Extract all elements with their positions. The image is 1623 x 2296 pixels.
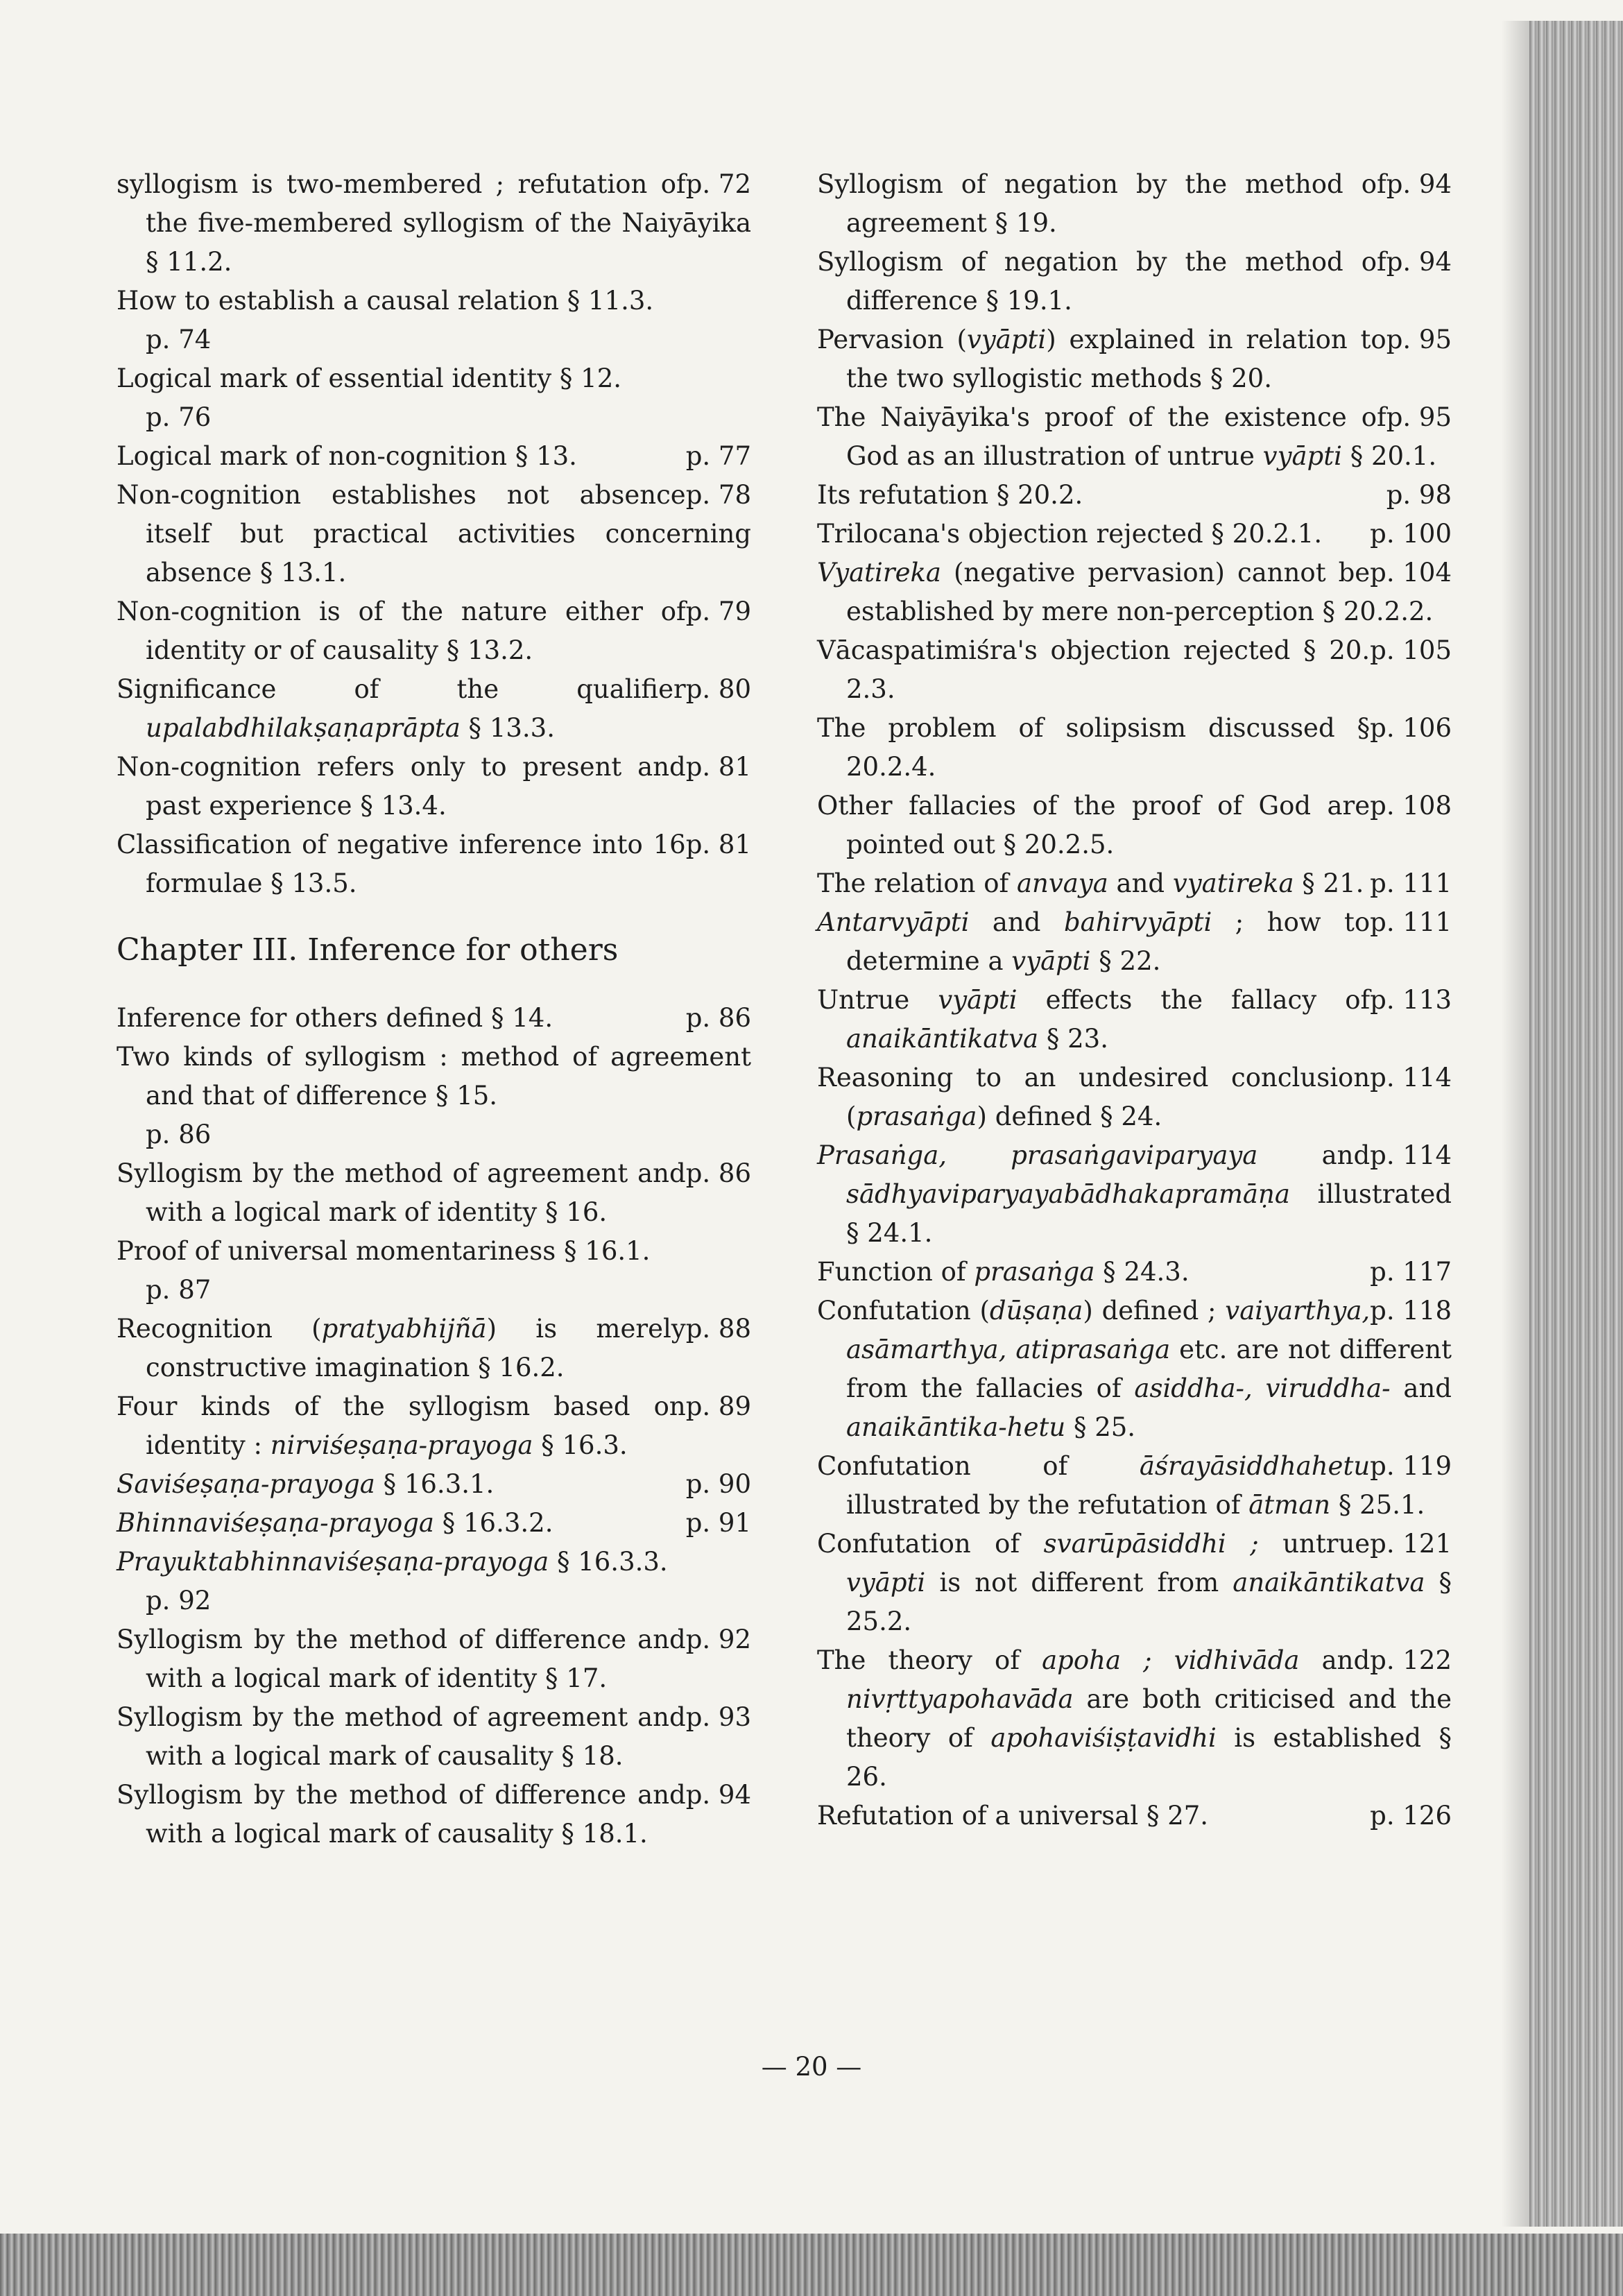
toc-entry-term: prasaṅga (974, 1257, 1095, 1287)
toc-entry (817, 1253, 1452, 1292)
toc-entry-title (817, 1063, 1370, 1131)
toc-entry (117, 1504, 751, 1543)
toc-entry-text: § 21. (1294, 868, 1364, 898)
toc-entry (117, 282, 751, 359)
toc-entry-text: Confutation of (817, 1529, 1044, 1559)
toc-entry-text: Syllogism of negation by the method of difference § 19.1. (817, 247, 1386, 316)
toc-entry-text: illustrated by the refutation of (846, 1490, 1249, 1520)
toc-entry (117, 165, 751, 282)
toc-entry-term: vyāpti (966, 325, 1047, 354)
toc-entry-page: p. 104 (1370, 558, 1452, 588)
toc-entry-term: anvaya (1016, 868, 1108, 898)
toc-entry (117, 1465, 751, 1504)
toc-entry-title (817, 1451, 1425, 1520)
toc-entry-title (817, 907, 1370, 976)
toc-entry-page: p. 119 (1370, 1451, 1452, 1481)
toc-left-entries-after (117, 999, 751, 1853)
toc-entry-term: apohaviśiṣṭavidhi (990, 1723, 1217, 1753)
toc-entry (817, 903, 1452, 981)
toc-entry-page: p. 93 (685, 1702, 751, 1732)
toc-entry-title (817, 1140, 1452, 1248)
toc-entry-title (817, 791, 1370, 859)
toc-entry-text: Syllogism of negation by the method of agreement § 19. (817, 169, 1386, 238)
toc-entry-text: § 16.3.3. (549, 1547, 668, 1577)
toc-entry-text: and (1257, 1140, 1371, 1170)
toc-entry-page: p. 113 (1370, 985, 1452, 1015)
toc-entry-title (817, 325, 1386, 393)
toc-entry-title: Proof of universal momentariness § 16.1. (117, 1236, 651, 1266)
toc-entry (117, 1543, 751, 1620)
toc-entry-text: etc. are not different from the fallacies of (846, 1335, 1452, 1403)
toc-entry-text: Function of (817, 1257, 974, 1287)
toc-entry-page: p. 98 (1386, 480, 1452, 510)
toc-entry (117, 476, 751, 592)
toc-entry-text: The Naiyāyika's proof of the existence of God as an illustration of untrue (817, 402, 1386, 471)
toc-entry-page: p. 122 (1370, 1645, 1452, 1675)
toc-entry-page: p. 81 (685, 752, 751, 782)
toc-entry-title: Syllogism by the method of difference and with a logical mark of causality § 18.1. (117, 1780, 686, 1849)
toc-entry-text: Confutation of (817, 1451, 1140, 1481)
toc-entry-title (817, 558, 1433, 626)
page-number: — 20 — (761, 2052, 862, 2082)
toc-entry-text: Untrue (817, 985, 938, 1015)
toc-entry (117, 1620, 751, 1698)
toc-entry-page: p. 94 (1386, 169, 1452, 199)
toc-entry-text: § 25.1. (1330, 1490, 1425, 1520)
toc-entry (117, 748, 751, 825)
toc-entry-page: p. 111 (1370, 868, 1452, 898)
toc-entry-title (817, 1257, 1190, 1287)
toc-entry-title: Logical mark of essential identity § 12. (117, 363, 622, 393)
toc-entry (117, 670, 751, 748)
toc-entry-page: p. 86 (685, 1003, 751, 1033)
toc-entry-term: vyāpti (846, 1568, 926, 1597)
toc-entry-term: pratyabhijñā (321, 1314, 487, 1344)
toc-entry-text: illustrated § 24.1. (846, 1179, 1452, 1248)
toc-entry-title: Syllogism by the method of agreement and with a logical mark of identity § 16. (117, 1158, 686, 1227)
toc-entry-text: The theory of (817, 1645, 1042, 1675)
toc-entry-text: Trilocana's objection rejected § 20.2.1. (817, 519, 1323, 549)
toc-entry-text: Vācaspatimiśra's objection rejected § 20. 2.3. (817, 635, 1371, 704)
toc-entry (117, 359, 751, 437)
toc-entry-term: dūṣaṇa (989, 1296, 1083, 1326)
toc-entry-text: ) defined ; (1083, 1296, 1226, 1326)
toc-entry-title: Syllogism by the method of agreement and with a logical mark of causality § 18. (117, 1702, 686, 1771)
toc-entry (817, 320, 1452, 398)
toc-entry-title: Non-cognition is of the nature either of identity or of causality § 13.2. (117, 597, 686, 665)
toc-entry-page: p. 92 (146, 1586, 212, 1616)
toc-entry-title: syllogism is two-membered ; refutation of the five-membered syllogism of the Naiyāyika § 11.2. (117, 169, 751, 277)
toc-entry-term: ātman (1248, 1490, 1331, 1520)
toc-entry-text: and (1390, 1373, 1452, 1403)
toc-entry-text: effects the fallacy of (1017, 985, 1371, 1015)
toc-entry-term: Prayuktabhinnaviśeṣaṇa-prayoga (117, 1547, 549, 1577)
toc-right-entries (817, 165, 1452, 1835)
toc-entry-page: p. 74 (146, 325, 212, 354)
toc-entry-text: § 22. (1090, 946, 1161, 976)
toc-entry-text: Four kinds of the syllogism based on identity : (117, 1391, 686, 1460)
toc-entry-term: vyāpti (938, 985, 1017, 1015)
toc-entry (817, 864, 1452, 903)
toc-left-entries-before (117, 165, 751, 903)
scan-edge-shadow (1529, 21, 1623, 2227)
toc-entry-page: p. 72 (685, 169, 751, 199)
toc-entry (817, 981, 1452, 1059)
toc-entry (817, 165, 1452, 243)
toc-entry-term: svarūpāsiddhi ; (1043, 1529, 1259, 1559)
toc-entry-term: upalabdhilakṣaṇaprāpta (146, 713, 461, 743)
toc-entry-text: is not different from (925, 1568, 1233, 1597)
toc-entry-title (817, 247, 1386, 316)
toc-entry (817, 515, 1452, 554)
toc-entry-term: nirviśeṣaṇa-prayoga (270, 1430, 533, 1460)
toc-entry-page: p. 114 (1370, 1140, 1452, 1170)
toc-entry-term: Antarvyāpti (817, 907, 970, 937)
toc-entry-page: p. 117 (1370, 1257, 1452, 1287)
toc-entry-page: p. 92 (685, 1625, 751, 1654)
toc-entry-title: Non-cognition establishes not absence itself but practical activities concerning absence § 13.1. (117, 480, 751, 588)
toc-entry-page: p. 95 (1386, 325, 1452, 354)
toc-entry-text: Pervasion ( (817, 325, 967, 354)
toc-entry-title (817, 402, 1436, 471)
toc-entry (117, 1038, 751, 1154)
toc-entry-text: are both criticised and the theory of (846, 1684, 1452, 1753)
toc-entry-page: p. 114 (1370, 1063, 1452, 1093)
toc-entry-term: anaikāntikatva (846, 1024, 1039, 1054)
toc-entry-text: Reasoning to an undesired conclusion ( (817, 1063, 1371, 1131)
toc-entry-title (817, 1529, 1452, 1636)
toc-entry-text: ) explained in relation to the two syllogistic methods § 20. (846, 325, 1386, 393)
toc-entry-title (817, 480, 1083, 510)
toc-entry-text: Confutation ( (817, 1296, 990, 1326)
toc-entry-page: p. 111 (1370, 907, 1452, 937)
toc-entry-text: The problem of solipsism discussed § 20.2.4. (817, 713, 1371, 782)
toc-entry-term: Vyatireka (817, 558, 941, 588)
toc-entry-text: § 23. (1038, 1024, 1108, 1054)
toc-entry-term: vyāpti (1262, 441, 1342, 471)
toc-entry-term: āśrayāsiddhahetu (1139, 1451, 1371, 1481)
toc-entry-title (117, 1508, 553, 1538)
toc-entry-title: Inference for others defined § 14. (117, 1003, 553, 1033)
toc-entry-title (117, 1547, 668, 1577)
toc-entry-text: § 25.2. (846, 1568, 1452, 1636)
toc-entry (817, 1641, 1452, 1797)
toc-entry-title (817, 868, 1364, 898)
toc-entry (117, 1698, 751, 1776)
scan-bottom-shadow (0, 2234, 1623, 2296)
toc-entry-title (817, 713, 1370, 782)
toc-entry-title (817, 985, 1370, 1054)
toc-entry-page: p. 126 (1370, 1801, 1452, 1831)
toc-entry-term: anaikāntikatva (1233, 1568, 1425, 1597)
toc-entry (817, 631, 1452, 709)
toc-entry (117, 1310, 751, 1387)
toc-entry-page: p. 87 (146, 1275, 212, 1305)
toc-entry-text: Other fallacies of the proof of God are pointed out § 20.2.5. (817, 791, 1371, 859)
toc-entry-text: and (1108, 868, 1173, 898)
toc-entry (817, 787, 1452, 864)
toc-entry (117, 437, 751, 476)
toc-entry (817, 398, 1452, 476)
toc-entry-title (817, 1801, 1208, 1831)
toc-entry (117, 592, 751, 670)
toc-entry-page: p. 100 (1370, 519, 1452, 549)
toc-entry (817, 243, 1452, 320)
toc-entry-title (117, 1469, 494, 1499)
toc-entry-text: and (969, 907, 1064, 937)
toc-entry-term: bahirvyāpti (1063, 907, 1212, 937)
toc-entry-page: p. 86 (685, 1158, 751, 1188)
toc-entry-title: How to establish a causal relation § 11.3. (117, 286, 654, 316)
toc-entry-text: The relation of (817, 868, 1017, 898)
toc-entry-term: apoha ; vidhivāda (1042, 1645, 1300, 1675)
toc-entry-page: p. 118 (1370, 1296, 1452, 1326)
toc-entry-page: p. 105 (1370, 635, 1452, 665)
toc-entry-page: p. 88 (685, 1314, 751, 1344)
toc-entry-page: p. 121 (1370, 1529, 1452, 1559)
toc-entry-page: p. 80 (685, 674, 751, 704)
toc-entry-page: p. 81 (685, 830, 751, 859)
toc-entry-title (817, 1296, 1452, 1442)
toc-entry-term: vyāpti (1011, 946, 1091, 976)
toc-entry-page: p. 91 (685, 1508, 751, 1538)
toc-entry-text: § 16.3.2. (433, 1508, 553, 1538)
chapter-heading: Chapter III. Inference for others (117, 932, 619, 968)
toc-entry-page: p. 95 (1386, 402, 1452, 432)
toc-entry (817, 1059, 1452, 1136)
toc-entry-title (117, 1314, 686, 1382)
toc-entry-text: Its refutation § 20.2. (817, 480, 1083, 510)
toc-entry (817, 1525, 1452, 1641)
toc-entry-term: anaikāntika-hetu (846, 1412, 1066, 1442)
toc-entry-title: Non-cognition refers only to present and past experience § 13.4. (117, 752, 686, 821)
toc-entry-term: prasaṅga (856, 1102, 977, 1131)
toc-entry-term: Saviśeṣaṇa-prayoga (117, 1469, 375, 1499)
toc-entry-title (817, 519, 1322, 549)
toc-entry (817, 1292, 1452, 1447)
toc-entry-title: Significance of the qualifier upalabdhilakṣaṇaprāpta § 13.3. (117, 674, 686, 743)
toc-entry-text: ) defined § 24. (977, 1102, 1162, 1131)
toc-entry-page: p. 94 (685, 1780, 751, 1810)
toc-entry-page: p. 78 (685, 480, 751, 510)
toc-entry-text: and (1299, 1645, 1371, 1675)
toc-entry-title: Classification of negative inference into 16 formulae § 13.5. (117, 830, 686, 898)
toc-entry (117, 1387, 751, 1465)
toc-entry-text: Refutation of a universal § 27. (817, 1801, 1209, 1831)
toc-entry-title (817, 169, 1386, 238)
toc-entry-title: Syllogism by the method of difference and with a logical mark of identity § 17. (117, 1625, 686, 1693)
toc-entry (117, 1776, 751, 1853)
toc-entry-text: untrue (1258, 1529, 1371, 1559)
toc-entry-page: p. 79 (685, 597, 751, 626)
toc-entry-term: Bhinnaviśeṣaṇa-prayoga (117, 1508, 434, 1538)
toc-entry (817, 1136, 1452, 1253)
toc-entry-page: p. 77 (685, 441, 751, 471)
toc-entry-text: § 20.1. (1341, 441, 1437, 471)
toc-entry-page: p. 90 (685, 1469, 751, 1499)
toc-entry (117, 1232, 751, 1310)
toc-entry-title (117, 1391, 686, 1460)
toc-entry-page: p. 94 (1386, 247, 1452, 277)
toc-entry-text: is established § 26. (846, 1723, 1452, 1792)
toc-entry (817, 709, 1452, 787)
toc-entry-term: asiddha-, viruddha- (1134, 1373, 1391, 1403)
toc-entry-term: vyatireka (1172, 868, 1294, 898)
toc-entry-text: Recognition ( (117, 1314, 322, 1344)
toc-entry-text: § 16.3.1. (375, 1469, 495, 1499)
toc-entry-page: p. 106 (1370, 713, 1452, 743)
toc-entry-text: ) is merely constructive imagination § 16.2. (146, 1314, 686, 1382)
toc-entry-text: § 16.3. (533, 1430, 628, 1460)
toc-entry-text: ; how to determine a (846, 907, 1371, 976)
toc-entry (117, 825, 751, 903)
toc-entry-text: (negative pervasion) cannot be established by mere non-perception § 20.2.2. (846, 558, 1434, 626)
toc-entry-term: nivṛttyapohavāda (846, 1684, 1074, 1714)
toc-entry (817, 476, 1452, 515)
toc-entry (117, 999, 751, 1038)
toc-entry-term: vaiyarthya, asāmarthya, atiprasaṅga (846, 1296, 1371, 1364)
toc-entry-title (817, 635, 1370, 704)
toc-entry-text: § 25. (1065, 1412, 1136, 1442)
toc-entry-text: § 24.3. (1094, 1257, 1190, 1287)
toc-entry (817, 1797, 1452, 1835)
toc-entry-title (817, 1645, 1452, 1792)
toc-entry (117, 1154, 751, 1232)
toc-entry-page: p. 86 (146, 1120, 212, 1149)
toc-entry (817, 1447, 1452, 1525)
toc-entry-title: Two kinds of syllogism : method of agreement and that of difference § 15. (117, 1042, 751, 1111)
toc-entry-page: p. 89 (685, 1391, 751, 1421)
toc-right-column (817, 165, 1452, 1835)
toc-entry-page: p. 108 (1370, 791, 1452, 821)
toc-left-column (117, 165, 751, 1853)
toc-entry-page: p. 76 (146, 402, 212, 432)
toc-entry-title: Logical mark of non-cognition § 13. (117, 441, 577, 471)
toc-entry-term: Prasaṅga, prasaṅgaviparyaya (817, 1140, 1258, 1170)
toc-entry-term: sādhyaviparyayabādhakapramāṇa (846, 1179, 1290, 1209)
toc-entry (817, 554, 1452, 631)
